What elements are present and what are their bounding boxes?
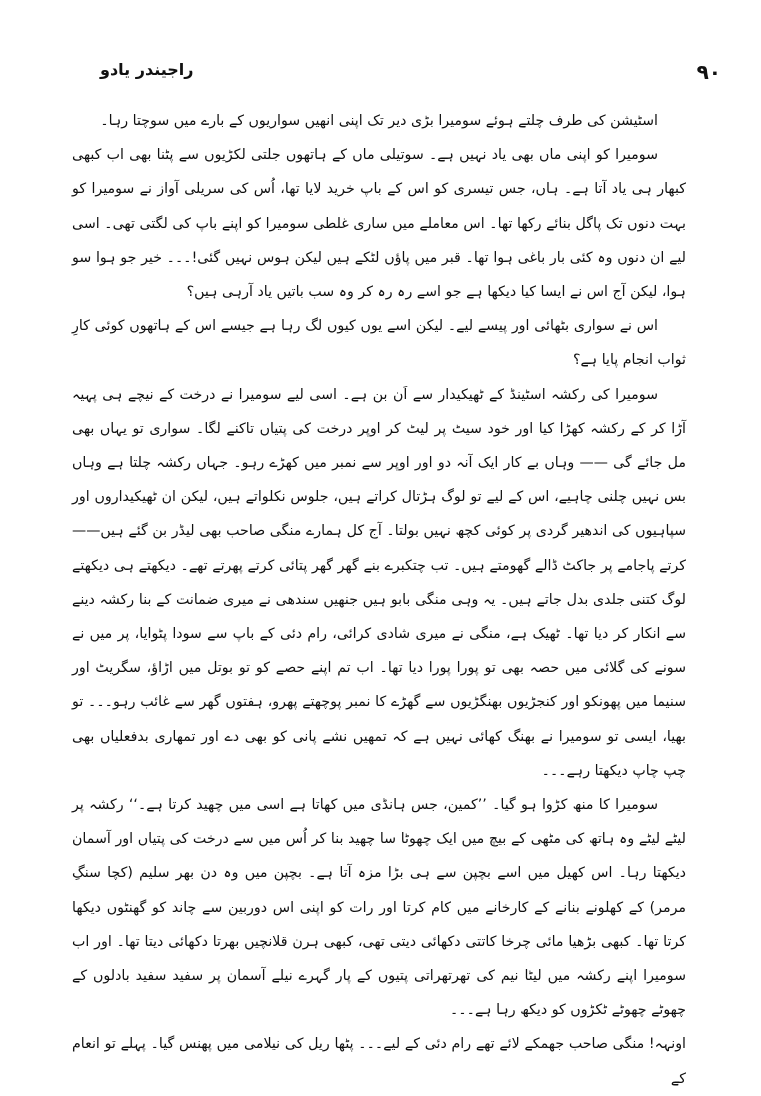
- paragraph: اس نے سواری بٹھائی اور پیسے لیے۔ لیکن اسے یوں کیوں لگ رہا ہے جیسے اس کے ہاتھوں کوئی کارِ ثواب انجام پایا ہے؟: [72, 318, 686, 369]
- page-header: [60, 52, 721, 92]
- paragraph: اسٹیشن کی طرف چلتے ہوئے سومیرا بڑی دیر تک اپنی انھیں سواریوں کے بارے میں سوچتا رہا۔: [100, 113, 658, 129]
- paragraph: سومیرا کی رکشہ اسٹینڈ کے ٹھیکیدار سے اَن بن ہے۔ اسی لیے سومیرا نے درخت کے نیچے ہی پہیہ آڑا کر کے رکشہ کھڑا کیا اور خود سیٹ پر لیٹ کر اوپر درخت کی پتیاں تاکنے لگا۔ سواری تو یہاں بھی مل جائے گی —— وہاں بے کار ایک آنہ دو اور اوپر سے نمبر میں کھڑے رہو۔ جہاں رکشہ چلتا ہے وہاں بس نہیں چلنی چاہیے، اس کے لیے تو لوگ ہڑتال کراتے ہیں، جلوس نکلواتے ہیں، لیکن ان ٹھیکیداروں اور سپاہیوں کی اندھیر گردی پر کوئی کچھ نہیں بولتا۔ آج کل ہمارے منگی صاحب بھی لیڈر بن گئے ہیں—— کرتے پاجامے پر جاکٹ ڈالے گھومتے ہیں۔ تب چتکبرے بنے گھر گھر پتائی کرتے پھرتے تھے۔ دیکھتے ہی دیکھتے لوگ کتنی جلدی بدل جاتے ہیں۔ یہ وہی منگی بابو ہیں جنھیں سندھی نے میری ضمانت کے بنا رکشہ دینے سے انکار کر دیا تھا۔ ٹھیک ہے، منگی نے میری شادی کرائی، رام دئی کے باپ سے سودا پٹوایا، پر میں نے سونے کی گلائی میں حصہ بھی تو پورا پورا دیا تھا۔ اب تم اپنے حصے کو تو بوتل میں اڑاؤ، سگریٹ اور سنیما میں پھونکو اور کنجڑیوں بھنگڑیوں سے گھڑے کا نمبر پوچھتے پھرو، ہفتوں گھر سے غائب رہو۔۔۔ تو بھیا، ایسی تو سومیرا نے بھنگ کھائی نہیں ہے کہ تمھیں نشے پانی کو بھی دے اور تمھاری بدفعلیاں بھی چپ چاپ دیکھتا رہے۔۔۔: [72, 386, 686, 779]
- paragraph: سومیرا کو اپنی ماں بھی یاد نہیں ہے۔ سوتیلی ماں کے ہاتھوں جلتی لکڑیوں سے پٹنا بھی اب کبھی کبھار ہی یاد آتا ہے۔ ہاں، جس تیسری کو اس کے باپ خرید لایا تھا، اُس کی سریلی آواز نے سومیرا کو بہت دنوں تک پاگل بنائے رکھا تھا۔ اس معاملے میں ساری غلطی سومیرا کو اپنے باپ کی لگتی تھی۔ اسی لیے ان دنوں وہ کئی بار باغی ہوا تھا۔ قبر میں پاؤں لٹکے ہیں لیکن ہوس نہیں گئی!۔۔۔ خیر جو ہوا سو ہوا، لیکن آج اس نے ایسا کیا دیکھا ہے جو اسے رہ رہ کر وہ سب باتیں یاد آرہی ہیں؟: [72, 147, 686, 301]
- paragraph: سومیرا کا منھ کڑوا ہو گیا۔ ’’کمین، جس ہانڈی میں کھاتا ہے اسی میں چھید کرتا ہے۔‘‘ رکشہ پر لیٹے لیٹے وہ ہاتھ کی مٹھی کے بیچ میں ایک چھوٹا سا چھید بنا کر اُس میں سے درخت کی پتیاں اور آسمان دیکھتا رہا۔ اس کھیل میں اسے بچپن سے ہی بڑا مزہ آتا ہے۔ بچپن میں وہ دن بھر سلیم (کچا سنگِ مرمر) کے کھلونے بنانے کے کارخانے میں کام کرتا اور رات کو اپنی اس دوربین سے چاند کو گھنٹوں دیکھا کرتا تھا۔ کبھی بڑھیا مائی چرخا کاتتی دکھائی دیتی تھی، کبھی ہرن قلانچیں بھرتا دکھائی دیتا تھا۔ اور اب سومیرا اپنے رکشہ میں لیٹا نیم کی تھرتھراتی پتیوں کے پار گہرے نیلے آسمان پر سفید سفید بادلوں کے چھوٹے چھوٹے ٹکڑوں کو دیکھ رہا ہے۔۔۔: [72, 797, 686, 1019]
- paragraph: اونہہ! منگی صاحب جھمکے لائے تھے رام دئی کے لیے۔۔۔ پٹھا ریل کی نیلامی میں پھنس گیا۔ پہلے تو انعام کے: [72, 1036, 686, 1087]
- body-text: [72, 104, 686, 1096]
- page-number: ۹۰: [696, 60, 721, 84]
- running-title: راجیندر یادو: [100, 60, 194, 79]
